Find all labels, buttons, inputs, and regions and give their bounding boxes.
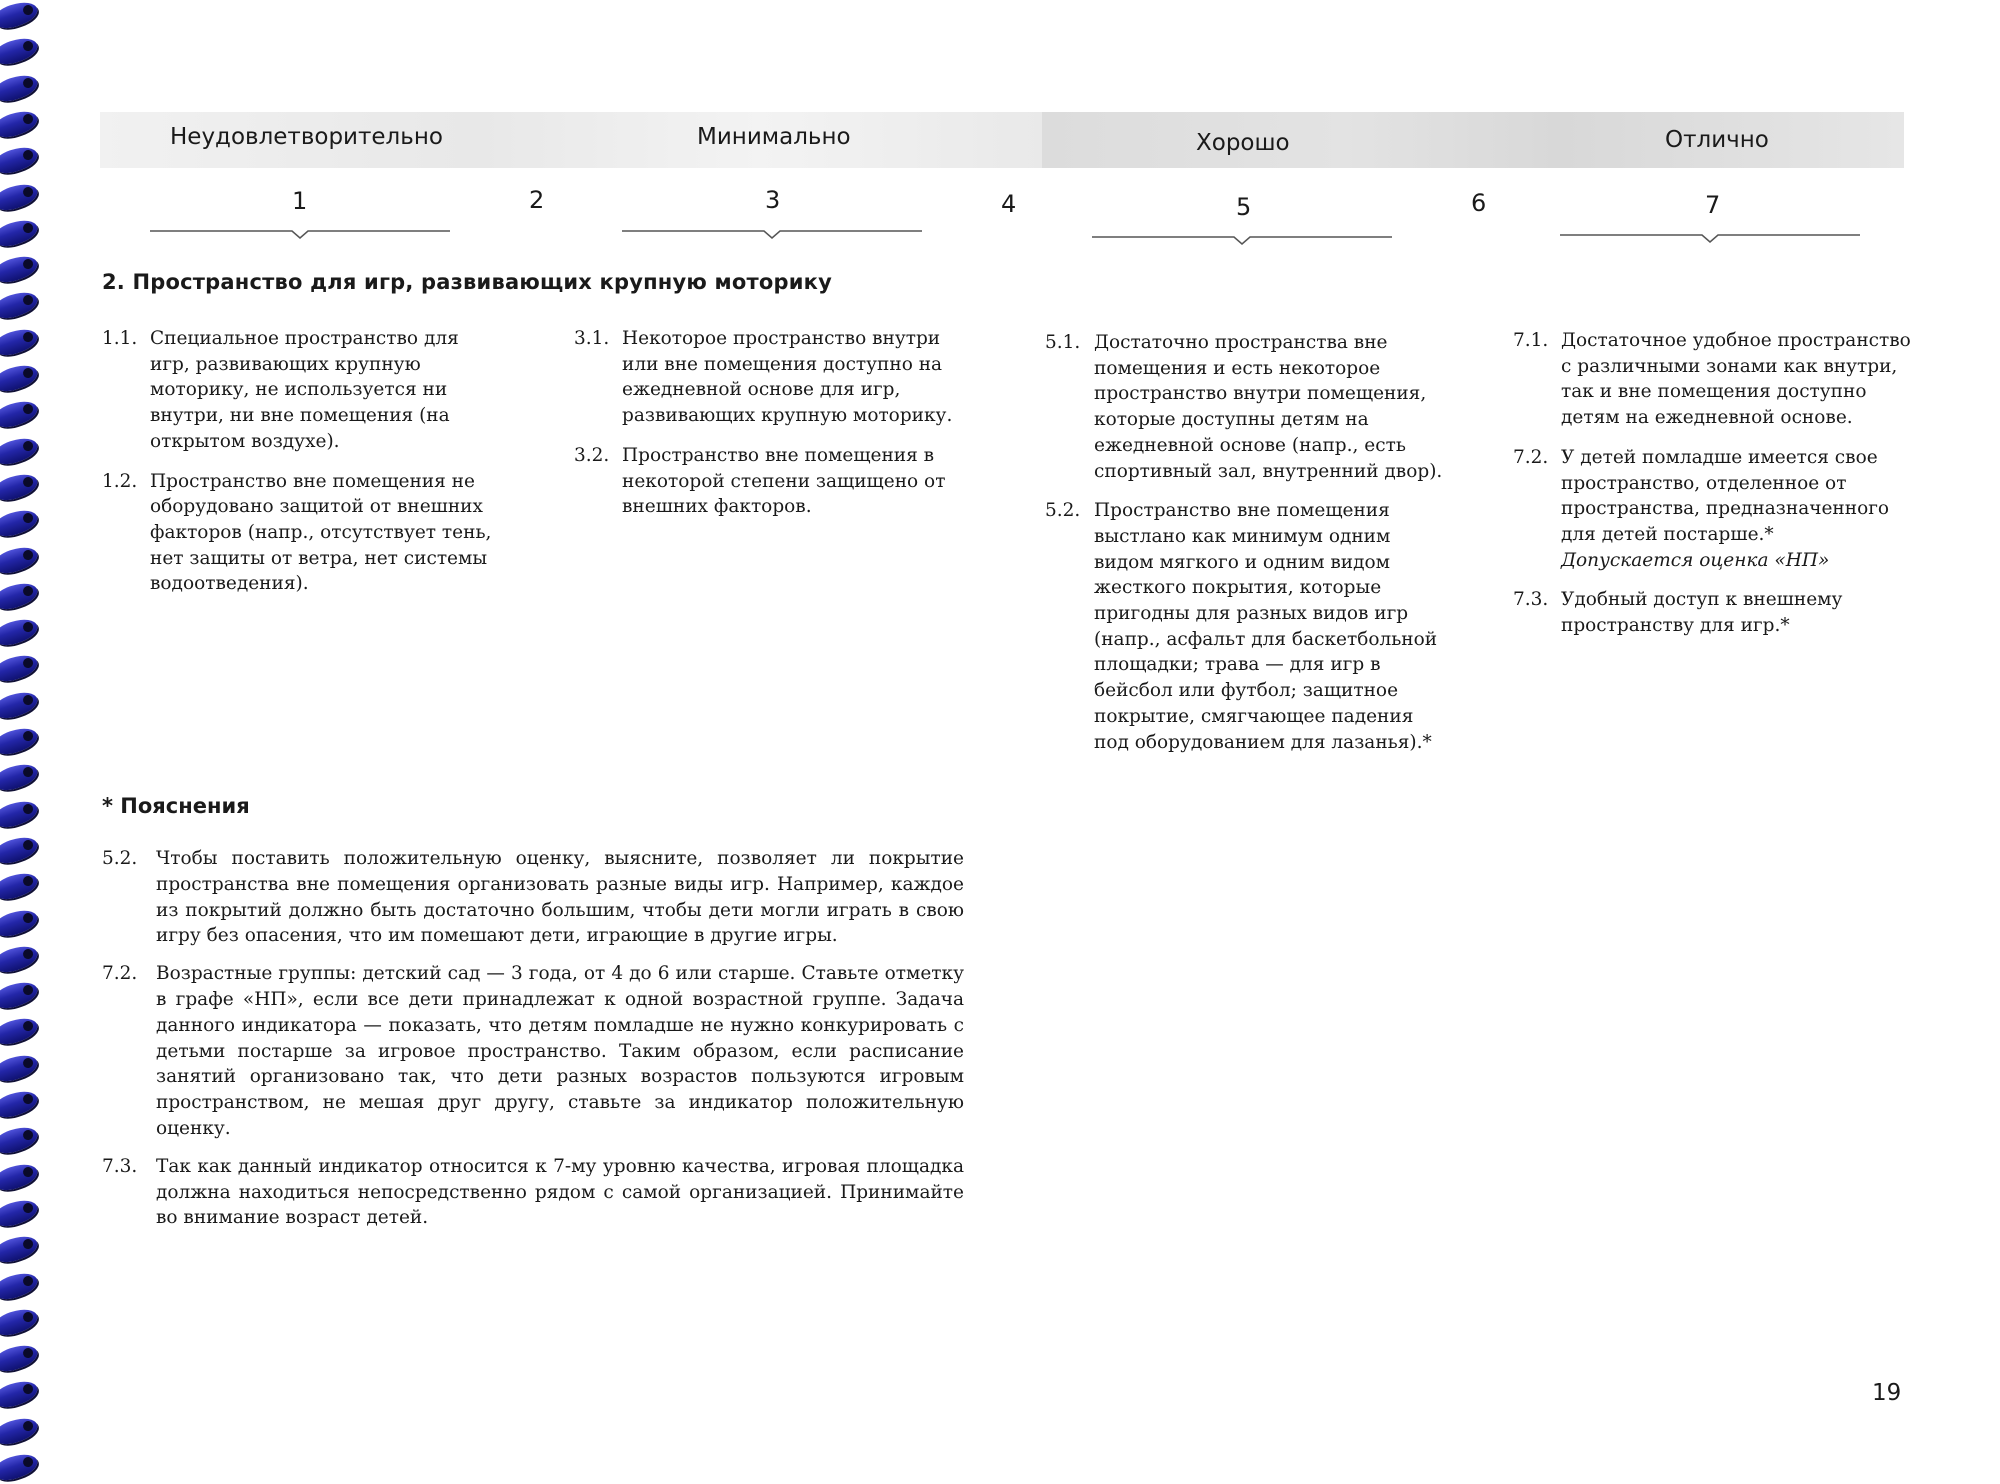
binding-ring [0, 179, 40, 214]
page-number: 19 [1872, 1380, 1902, 1406]
binding-ring [0, 942, 40, 977]
brace-5 [1092, 234, 1392, 248]
binding-ring [0, 724, 40, 759]
indicator-number: 1.2. [102, 470, 138, 492]
indicator-number: 7.3. [1513, 589, 1549, 611]
binding-ring [0, 833, 40, 868]
binding-ring [0, 542, 40, 577]
level-label-minimal: Минимально [697, 124, 851, 150]
indicator-text: Пространство вне помещения не оборудовано защитой от внешних факторов (напр., отсутствует тень, нет защиты от ветра, нет системы водоотведения). [150, 470, 492, 595]
binding-ring [0, 978, 40, 1013]
brace-1 [150, 228, 450, 242]
na-allowed-note: Допускается оценка «НП» [1561, 549, 1830, 571]
level-label-excellent: Отлично [1665, 127, 1769, 153]
indicator-1-2 [102, 469, 502, 598]
note-7-3 [102, 1154, 964, 1231]
scale-band-high [1042, 112, 1904, 168]
binding-ring [0, 1341, 40, 1376]
indicator-number: 3.1. [574, 328, 610, 349]
score-7: 7 [1705, 191, 1721, 219]
note-5-2 [102, 846, 964, 949]
note-text: Так как данный индикатор относится к 7-му уровню качества, игровая площадка должна находиться непосредственно рядом с самой организацией. Принимайте во внимание возраст детей. [156, 1155, 964, 1229]
indicator-7-2 [1513, 445, 1913, 574]
binding-ring [0, 107, 40, 142]
note-text: Чтобы поставить положительную оценку, выясните, позволяет ли покрытие пространства вне помещения организовать разные виды игр. Например, каждое из покрытий должно быть достаточно большим, чтобы дети могли играть в свою игру без опасения, что им помешают дети, играющие в другие игры. [156, 848, 964, 947]
indicator-column-5 [1045, 330, 1445, 769]
note-7-2 [102, 961, 964, 1142]
binding-ring [0, 1159, 40, 1194]
indicator-7-1 [1513, 328, 1913, 431]
indicator-number: 7.2. [1513, 446, 1549, 468]
note-number: 5.2. [102, 848, 138, 869]
binding-ring [0, 579, 40, 614]
binding-ring [0, 869, 40, 904]
binding-ring [0, 252, 40, 287]
indicator-number: 1.1. [102, 328, 138, 349]
binding-ring [0, 687, 40, 722]
indicator-1-1 [102, 326, 502, 455]
note-number: 7.3. [102, 1155, 138, 1177]
indicator-text: У детей помладше имеется свое пространство, отделенное от пространства, предназначенного для детей постарше.* [1561, 446, 1890, 545]
indicator-number: 5.2. [1045, 500, 1081, 522]
binding-ring [0, 651, 40, 686]
binding-ring [0, 1014, 40, 1049]
binding-ring [0, 397, 40, 432]
binding-ring [0, 1450, 40, 1484]
binding-ring [0, 615, 40, 650]
score-3: 3 [765, 186, 781, 214]
binding-ring [0, 1050, 40, 1085]
spiral-binding [0, 0, 46, 1475]
notes-heading: * Пояснения [102, 794, 250, 818]
binding-ring [0, 506, 40, 541]
score-1: 1 [292, 187, 308, 215]
binding-ring [0, 1087, 40, 1122]
binding-ring [0, 905, 40, 940]
indicator-text: Достаточно пространства вне помещения и есть некоторое пространство внутри помещения, которые доступны детям на ежедневной основе (напр., есть спортивный зал, внутренний двор). [1094, 332, 1443, 482]
binding-ring [0, 470, 40, 505]
indicator-text: Удобный доступ к внешнему пространству для игр.* [1561, 589, 1843, 637]
indicator-number: 7.1. [1513, 330, 1549, 351]
indicator-column-7 [1513, 328, 1913, 653]
note-text: Возрастные группы: детский сад — 3 года, от 4 до 6 или старше. Ставьте отметку в графе «НП», если все дети принадлежат к одной возрастной группе. Задача данного индикатора — показать, что детям помладше не нужно конкурировать с детьми постарше за игровое пространство. Таким образом, если расписание занятий организовано так, что дети разных возрастов пользуются игровым пространством, не мешая друг другу, ставьте за индикатор положительную оценку. [156, 963, 964, 1139]
indicator-column-1 [102, 326, 502, 611]
binding-ring [0, 1196, 40, 1231]
binding-ring [0, 760, 40, 795]
indicator-column-3 [574, 326, 974, 534]
binding-ring [0, 1123, 40, 1158]
notes-list [102, 846, 964, 1243]
indicator-3-1 [574, 326, 974, 429]
binding-ring [0, 0, 40, 32]
binding-ring [0, 796, 40, 831]
binding-ring [0, 1232, 40, 1267]
indicator-7-3 [1513, 587, 1913, 638]
binding-ring [0, 70, 40, 105]
binding-ring [0, 433, 40, 468]
section-heading: 2. Пространство для игр, развивающих крупную моторику [102, 270, 833, 294]
binding-ring [0, 34, 40, 69]
binding-ring [0, 1268, 40, 1303]
binding-ring [0, 324, 40, 359]
score-5: 5 [1236, 193, 1252, 221]
indicator-number: 3.2. [574, 444, 610, 466]
indicator-text: Достаточное удобное пространство с различными зонами как внутри, так и вне помещения доступно детям на ежедневной основе. [1561, 330, 1911, 429]
score-6: 6 [1471, 189, 1487, 217]
indicator-number: 5.1. [1045, 332, 1081, 353]
indicator-text: Пространство вне помещения в некоторой степени защищено от внешних факторов. [622, 444, 946, 518]
brace-3 [622, 228, 922, 242]
binding-ring [0, 1377, 40, 1412]
level-label-good: Хорошо [1196, 130, 1290, 156]
binding-ring [0, 1413, 40, 1448]
note-number: 7.2. [102, 963, 138, 985]
binding-ring [0, 361, 40, 396]
indicator-5-2 [1045, 498, 1445, 755]
level-label-unsatisfactory: Неудовлетворительно [170, 124, 443, 150]
indicator-text: Пространство вне помещения выстлано как минимум одним видом мягкого и одним видом жесткого покрытия, которые пригодны для разных видов игр (напр., асфальт для баскетбольной площадки; трава — для игр в бейсбол или футбол; защитное покрытие, смягчающее падения под оборудованием для лазанья).* [1094, 500, 1438, 753]
score-4: 4 [1001, 190, 1017, 218]
indicator-3-2 [574, 443, 974, 520]
indicator-5-1 [1045, 330, 1445, 484]
indicator-text: Некоторое пространство внутри или вне помещения доступно на ежедневной основе для игр, развивающих крупную моторику. [622, 328, 953, 427]
indicator-text: Специальное пространство для игр, развивающих крупную моторику, не используется ни внутри, ни вне помещения (на открытом воздухе). [150, 328, 459, 452]
binding-ring [0, 143, 40, 178]
score-2: 2 [529, 186, 545, 214]
brace-7 [1560, 232, 1860, 246]
binding-ring [0, 1305, 40, 1340]
binding-ring [0, 288, 40, 323]
binding-ring [0, 216, 40, 251]
